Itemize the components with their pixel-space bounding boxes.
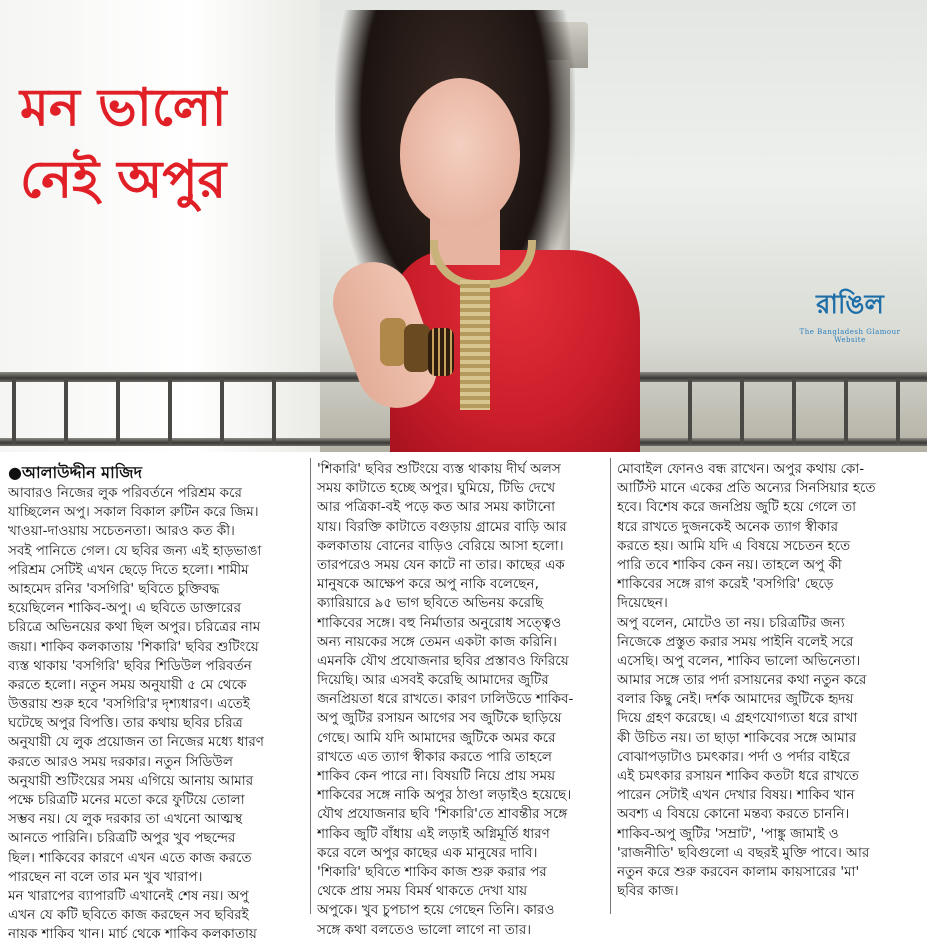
article-line: আর পত্রিকা-বই পড়ে কত আর সময় কাটানো [317, 499, 555, 516]
article-line: আর্টিস্ট মানে একের প্রতি অন্যের সিনসিয়ার হতে [617, 480, 876, 497]
article-line: করতে হলো। নতুন সময় অনুযায়ী ৫ মে থেকে [8, 676, 247, 693]
railing-bar [220, 378, 224, 444]
article-line: পারছেন না বলে তার মন খুব খারাপ। [8, 868, 203, 885]
column-divider [310, 458, 311, 914]
railing-bar [64, 378, 68, 444]
article-line: এই চমৎকার রসায়ন শাকিব কতটা ধরে রাখতে [617, 768, 859, 784]
article-line: মানুষকে আক্ষেপ করে অপু নাকি বলেছেন, [317, 576, 539, 593]
article-line: এমনকি যৌথ প্রযোজনার ছবির প্রস্তাবও ফিরিয়ে [317, 652, 569, 669]
article-line: হবে। বিশেষ করে জনপ্রিয় জুটি হয়ে গেলে তা [617, 499, 857, 516]
article-line: ধরে রাখতে দুজনকেই অনেক ত্যাগ স্বীকার [617, 518, 839, 535]
article-line: উত্তরায় শুরু হবে 'বসগিরি'র দৃশ্যধারণ। এতেই [8, 696, 250, 713]
article-line: নিজেকে প্রস্তুত করার সময় পাইনি বলেই সরে [617, 633, 854, 650]
article-line: পক্ষে চরিত্রটি মনের মতো করে ফুটিয়ে তোলা [8, 792, 245, 808]
watermark-logo: রাঙিল The Bangladesh Glamour Website [799, 290, 901, 344]
railing-bar [792, 378, 796, 444]
article-line: বলার কিছু নেই। দর্শক আমাদের জুটিকে হৃদয় [617, 691, 854, 708]
article-line: শাকিব-অপু জুটির 'সম্রাট', 'পাঙ্কু জামাই ও [617, 825, 839, 842]
article-line: করে বলে অপুর কাছের এক মানুষের দাবি। [317, 844, 538, 861]
article-line: তারপরেও সময় যেন কাটে না তার। কাছের এক [317, 556, 565, 573]
article-line: এসেছি। অপু বলেন, শাকিব ভালো অভিনেতা। [617, 652, 861, 669]
article-line: জনপ্রিয়তা ধরে রাখতে। কারণ ঢালিউডে শাকিব- [317, 691, 574, 708]
article-line: ছিল। শাকিবের কারণে এখন এতে কাজ করতে [8, 849, 252, 866]
article-line: ক্যারিয়ারে ৯৫ ভাগ ছবিতে অভিনয় করেছি [317, 595, 544, 612]
bangle [404, 324, 430, 372]
article-line: যৌথ প্রযোজনার ছবি 'শিকারি'তে শ্রাবন্তীর সঙ্গে [317, 806, 568, 823]
bangle [380, 318, 406, 366]
article-column-3 [617, 460, 913, 901]
article-line: পরিশ্রম সেটিই এখন ছেড়ে দিতে হলো। শামীম [8, 561, 249, 578]
article-line: পারেন সেটাই এখন দেখার বিষয়। শাকিব খান [617, 787, 855, 804]
article-line: ব্যস্ত থাকায় 'বসগিরি' ছবির শিডিউল পরিবর্তন [8, 657, 252, 674]
article-line: রাখতে এত ত্যাগ স্বীকার করতে পারি তাহলে [317, 748, 552, 765]
article-line: দিয়ে গ্রহণ করেছে। এ গ্রহণযোগ্যতা ধরে রাখা [617, 710, 858, 727]
article-line: যায়। বিরক্তি কাটাতে বগুড়ায় গ্রামের বাড়ি আর [317, 518, 567, 535]
article-line: 'রাজনীতি' ছবিগুলো এ বছরই মুক্তি পাবে। আর [617, 844, 870, 861]
railing-bar [168, 378, 172, 444]
article-line: কলকাতায় বোনের বাড়িও বেরিয়ে আসা হলো। [317, 537, 564, 554]
article-line: দিয়েছেন। [617, 595, 668, 612]
article-line: সবই পানিতে গেল। যে ছবির জন্য এই হাড়ভাঙা [8, 542, 262, 559]
article-line: ছবির কাজ। [617, 883, 679, 900]
article-line: কী উচিত নয়। তা ছাড়া শাকিবের সঙ্গে আমার [617, 729, 857, 746]
article-line: এখন যে কটি ছবিতে কাজ করছেন সব ছবিরই [8, 907, 249, 924]
article-line: পারি তবে শাকিব কেন নয়। তাহলে অপু কী [617, 556, 842, 573]
article-line: সময় কাটাতে হচ্ছে অপুর। ঘুমিয়ে, টিভি দেখে [317, 480, 556, 497]
article-line: শাকিবের সঙ্গে নাকি অপুর ঠাণ্ডা লড়াইও হয়েছে। [317, 787, 572, 804]
article-line: আমার সঙ্গে তার পর্দা রসায়নের কথা নতুন করে [617, 672, 867, 689]
article-line: অন্য নায়কের সঙ্গে তেমন একটা কাজ করিনি। [317, 633, 557, 650]
article-line: অপু বলেন, মোটেও তা নয়। চরিত্রটির জন্য [617, 614, 845, 631]
article-line: যাচ্ছিলেন অপু। সকাল বিকাল রুটিন করে জিম। [8, 504, 259, 521]
article-line: গেছে। আমি যদি আমাদের জুটিকে অমর করে [317, 729, 556, 746]
article-line: শাকিবের সঙ্গে। বহু নির্মাতার অনুরোধ সত্ত্বেও [317, 614, 562, 631]
article-column-1 [8, 484, 304, 945]
article-line: জয়া। শাকিব কলকাতায় 'শিকারি' ছবির শুটিংয়ে [8, 638, 259, 655]
article-line: শাকিব জুটি বাঁধায় এই লড়াই অগ্নিমূর্তি ধারণ [317, 825, 550, 842]
article-line: হয়েছিলেন শাকিব-অপু। এ ছবিতে ডাক্তারের [8, 600, 242, 617]
article-line: সঙ্গে কথা বলতেও ভালো লাগে না তার। [317, 921, 532, 938]
article-column-2 [317, 460, 613, 940]
article-line: মন খারাপের ব্যাপারটি এখানেই শেষ নয়। অপু [8, 887, 249, 904]
article-line: ঘটেছে অপুর বিপত্তি। তার কথায় ছবির চরিত্র [8, 715, 243, 732]
article-line: করতে হয়। আমি যদি এ বিষয়ে সচেতন হতে [617, 537, 851, 554]
railing-bar [116, 378, 120, 444]
article-line: শাকিব কেন পারে না। বিষয়টি নিয়ে প্রায় সময় [317, 768, 556, 784]
article-line: আবারও নিজের লুক পরিবর্তনে পরিশ্রম করে [8, 485, 242, 501]
headline-line-2: নেই অপুর [20, 150, 227, 210]
article-line: বোঝাপড়াটাও চমৎকার। পর্দা ও পর্দার বাইরে [617, 748, 851, 765]
article-line: সম্ভব নয়। যে লুক দরকার তা এখনো আত্মস্থ [8, 811, 243, 828]
article-line: শাকিবের সঙ্গে রাগ করেই 'বসগিরি' ছেড়ে [617, 576, 834, 593]
article-line: অনুযায়ী যে লুক প্রয়োজন তা নিজের মধ্যে ধারণ [8, 734, 264, 751]
gold-tassel [460, 280, 490, 410]
article-line: আহমেদ রনির 'বসগিরি' ছবিতে চুক্তিবদ্ধ [8, 580, 220, 597]
article-line: আনতে পারিনি। চরিত্রটি অপুর খুব পছন্দের [8, 830, 236, 847]
railing-bar [272, 378, 276, 444]
article-line: মোবাইল ফোনও বন্ধ রাখেন। অপুর কথায় কো- [617, 461, 865, 477]
article-line: 'শিকারি' ছবির শুটিংয়ে ব্যস্ত থাকায় দীর্ঘ অলস [317, 461, 561, 477]
article-line: নায়ক শাকিব খান। মার্চ থেকে শাকিব কলকাতায় [8, 926, 257, 943]
railing-bar [740, 378, 744, 444]
article-line: 'শিকারি' ছবিতে শাকিব কাজ শুরু করার পর [317, 863, 547, 880]
bangle [428, 328, 454, 376]
article-line: অবশ্য এ বিষয়ে কোনো মন্তব্য করতে চাননি। [617, 806, 850, 823]
headline-line-1: মন ভালো [20, 78, 227, 138]
railing-bar [844, 378, 848, 444]
railing-bar [12, 378, 16, 444]
article-line: খাওয়া-দাওয়ায় সচেতনতা। আরও কত কী। [8, 523, 235, 540]
article-line: করতে আরও সময় দরকার। নতুন সিডিউল [8, 753, 233, 770]
headline [20, 72, 320, 216]
article-line: অপু জুটির রসায়ন আগের সব জুটিকে ছাড়িয়ে [317, 710, 562, 727]
model-face [400, 78, 520, 228]
article-line: চরিত্রে অভিনয়ের কথা ছিল অপুর। চরিত্রের নাম [8, 619, 261, 636]
article-line: নতুন করে শুরু করবেন কালাম কায়সারের 'মা' [617, 863, 860, 880]
railing-bar [688, 378, 692, 444]
article-line: অপুকে। খুব চুপচাপ হয়ে গেছেন তিনি। কারও [317, 902, 555, 919]
article-line: থেকে প্রায় সময় বিমর্ষ থাকতে দেখা যায় [317, 883, 528, 900]
article-line: অনুযায়ী শুটিংয়ের সময় এগিয়ে আনায় আমার [8, 772, 254, 789]
byline: ●আলাউদ্দীন মাজিদ [8, 463, 143, 482]
cover-photo [0, 0, 927, 452]
article-line: দিয়েছি। আর এসবই করেছি আমাদের জুটির [317, 672, 549, 689]
railing-bar [896, 378, 900, 444]
